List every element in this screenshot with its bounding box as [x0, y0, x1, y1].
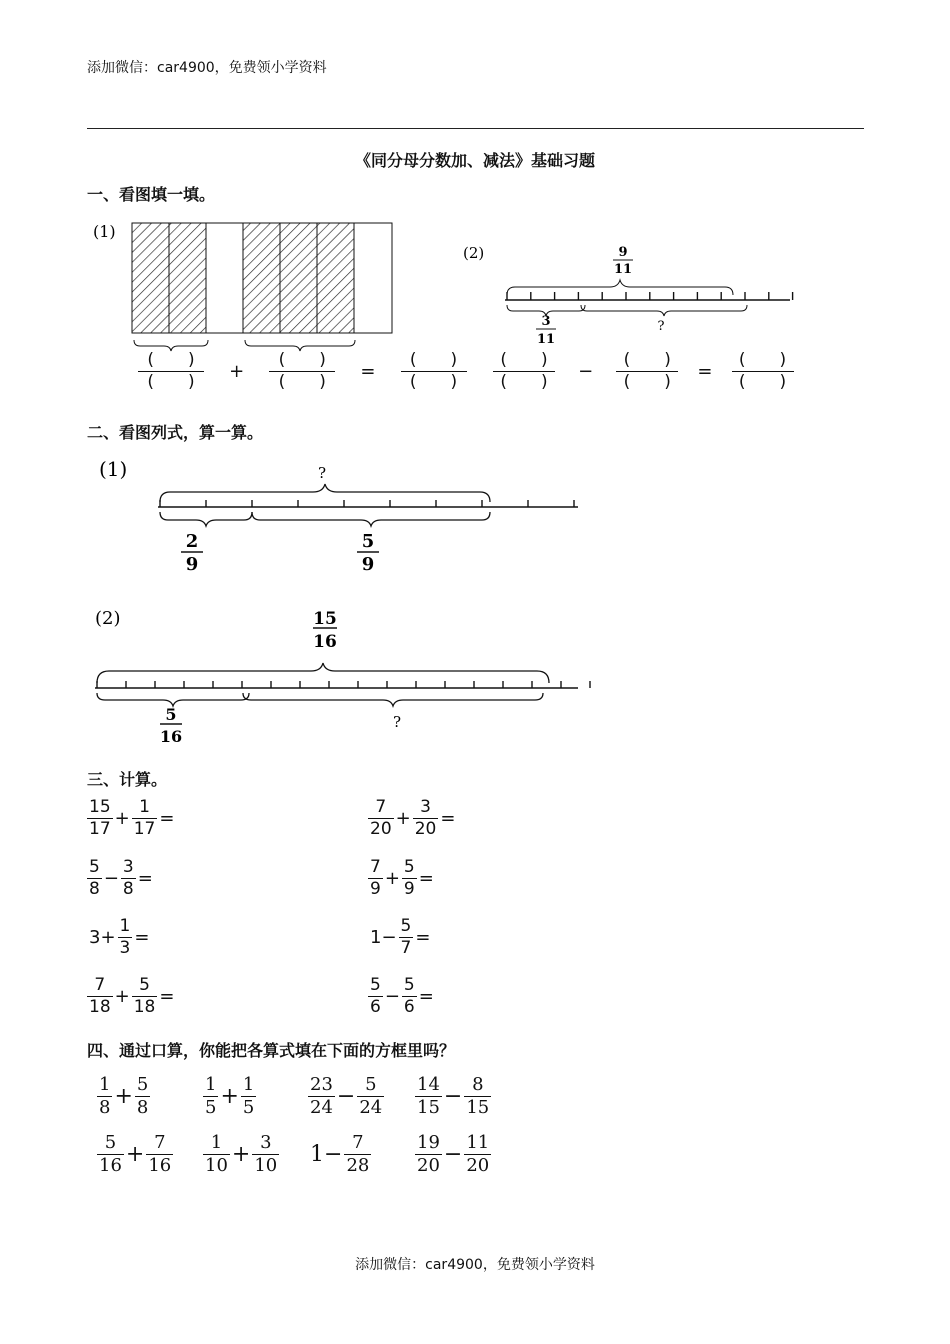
numerator: 5: [89, 857, 100, 877]
operator: +: [114, 1084, 133, 1109]
denominator: 10: [205, 1155, 228, 1176]
fig2-a-num: 5: [165, 705, 177, 724]
minus-sign: −: [578, 361, 594, 382]
numerator: 7: [94, 975, 106, 995]
fig1-b-num: 5: [361, 531, 375, 552]
denominator: 15: [466, 1097, 490, 1118]
numerator: 1: [210, 1132, 223, 1153]
numerator: 7: [352, 1132, 364, 1153]
fraction: [87, 797, 113, 840]
numerator: 14: [417, 1074, 440, 1095]
operator: +: [114, 986, 130, 1007]
blank-denominator[interactable]: ( ): [401, 371, 467, 393]
fig2-bottom-num: 3: [541, 314, 551, 329]
brace-bottom-right: [252, 512, 490, 526]
numerator: 19: [417, 1132, 440, 1153]
fig1-b-den: 9: [361, 554, 375, 575]
calc-expression: [87, 857, 155, 900]
numerator: 8: [472, 1074, 484, 1095]
denominator: 6: [370, 997, 381, 1017]
numerator: 1: [119, 916, 131, 936]
oral-expression: [415, 1132, 491, 1177]
number-line-1-ticks: [160, 500, 574, 507]
blank-denominator[interactable]: ( ): [269, 371, 335, 393]
numerator: 7: [375, 797, 387, 817]
calc-expression: [87, 975, 176, 1018]
denominator: 24: [310, 1097, 333, 1118]
fraction: [368, 797, 394, 840]
fraction: [402, 857, 417, 900]
operator: +: [231, 1142, 251, 1167]
numerator: 3: [260, 1132, 272, 1153]
oral-expression: [97, 1074, 150, 1119]
bar-part-shaded: [317, 223, 354, 333]
numerator: 1: [99, 1074, 111, 1095]
numerator: 7: [154, 1132, 166, 1153]
operator: +: [384, 868, 400, 889]
brace-top: [97, 663, 549, 683]
prefix-term: 1−: [310, 1142, 343, 1167]
denominator: 20: [466, 1155, 490, 1176]
equals-sign: =: [697, 361, 713, 382]
part1-label-2: (2): [463, 244, 485, 262]
denominator: 8: [122, 879, 134, 899]
fraction: [344, 1132, 371, 1177]
numerator: 3: [122, 857, 134, 877]
fraction-bar: [132, 223, 392, 333]
calc-expression: [368, 857, 436, 900]
part2-label-1: (1): [99, 457, 128, 481]
fraction: [402, 975, 417, 1018]
operator: +: [220, 1084, 239, 1109]
numerator: 5: [104, 1132, 117, 1153]
fraction: [415, 1074, 442, 1119]
fraction: [252, 1132, 279, 1177]
denominator: 16: [99, 1155, 122, 1176]
numerator: 5: [403, 857, 415, 877]
denominator: 6: [403, 997, 415, 1017]
denominator: 17: [89, 819, 111, 839]
brace-top: [507, 280, 733, 295]
numerator: 15: [89, 797, 111, 817]
denominator: 5: [242, 1097, 255, 1118]
denominator: 8: [99, 1097, 111, 1118]
equals-sign: =: [415, 927, 431, 948]
fig2-top-num: 15: [313, 609, 337, 629]
fraction: [97, 1132, 124, 1177]
denominator: 24: [359, 1097, 383, 1118]
numerator: 23: [310, 1074, 333, 1095]
part1-equation-2: [495, 350, 792, 393]
fraction: [87, 975, 113, 1018]
fraction: [121, 857, 136, 900]
numerator: 7: [370, 857, 381, 877]
equals-sign: =: [418, 986, 434, 1007]
plus-sign: +: [229, 361, 245, 382]
operator: +: [395, 808, 411, 829]
denominator: 18: [89, 997, 111, 1017]
denominator: 18: [133, 997, 156, 1017]
denominator: 8: [89, 879, 100, 899]
part2-label-2: (2): [95, 608, 121, 629]
question-mark: ?: [317, 464, 327, 482]
calc-expression: [368, 797, 457, 840]
fraction: [146, 1132, 173, 1177]
fraction: [97, 1074, 112, 1119]
fig2-a-den: 16: [159, 727, 183, 746]
blank-denominator[interactable]: ( ): [616, 371, 678, 393]
fig2-top-den: 11: [613, 262, 633, 277]
numerator: 1: [205, 1074, 217, 1095]
denominator: 17: [133, 819, 156, 839]
denominator: 28: [346, 1155, 370, 1176]
calc-expression: [87, 797, 176, 840]
fraction: [87, 857, 102, 900]
part1-label-1: (1): [93, 222, 116, 241]
fig2-bottom-den: 11: [536, 332, 556, 347]
question-mark: ?: [392, 713, 402, 731]
page-title: 《同分母分数加、减法》基础习题: [354, 151, 595, 170]
bar-part-shaded: [243, 223, 280, 333]
fraction: [203, 1074, 218, 1119]
brace-bottom-right: [243, 693, 543, 706]
oral-expression: [308, 1074, 384, 1119]
oral-expression: [203, 1074, 256, 1119]
oral-expression: [308, 1132, 371, 1177]
equals-sign: =: [360, 361, 376, 382]
operator: −: [336, 1084, 356, 1109]
part1-equation-1: [140, 350, 465, 393]
fraction: [135, 1074, 150, 1119]
denominator: 20: [414, 819, 437, 839]
blank-denominator[interactable]: ( ): [138, 371, 204, 393]
brace-top: [160, 484, 490, 502]
fig1-a-den: 9: [185, 554, 199, 575]
equals-sign: =: [134, 927, 150, 948]
fraction: [308, 1074, 335, 1119]
bar-part-empty: [354, 223, 392, 333]
equals-sign: =: [418, 868, 434, 889]
bar-part-shaded: [132, 223, 169, 333]
numerator: 1: [242, 1074, 255, 1095]
operator: −: [103, 868, 119, 889]
denominator: 3: [119, 938, 131, 958]
footer-note: 添加微信：car4900，免费领小学资料: [355, 1257, 595, 1273]
fraction: [203, 1132, 230, 1177]
number-line-ticks: [507, 292, 793, 300]
fraction: [464, 1074, 491, 1119]
number-line-2-ticks: [97, 681, 590, 688]
denominator: 10: [254, 1155, 278, 1176]
prefix-term: 1−: [370, 927, 397, 948]
numerator: 5: [403, 975, 415, 995]
oral-expression: [203, 1132, 279, 1177]
blank-numerator[interactable]: ( ): [500, 350, 548, 370]
denominator: 9: [403, 879, 415, 899]
numerator: 11: [466, 1132, 490, 1153]
equals-sign: =: [159, 808, 175, 829]
numerator: 5: [136, 1074, 149, 1095]
header-note: 添加微信：car4900，免费领小学资料: [87, 60, 327, 76]
blank-numerator[interactable]: ( ): [738, 350, 787, 370]
fraction: [413, 797, 439, 840]
equals-sign: =: [137, 868, 153, 889]
numerator: 1: [139, 797, 150, 817]
numerator: 5: [365, 1074, 377, 1095]
calc-expression: [368, 975, 436, 1018]
oral-expression: [97, 1132, 173, 1177]
denominator: 7: [400, 938, 412, 958]
blank-denominator[interactable]: ( ): [732, 371, 794, 393]
denominator: 8: [136, 1097, 149, 1118]
section-2-heading: 二、看图列式，算一算。: [87, 423, 264, 442]
fraction: [132, 975, 158, 1018]
section-1-heading: 一、看图填一填。: [87, 185, 216, 204]
calc-expression: [87, 916, 151, 959]
blank-numerator[interactable]: ( ): [278, 350, 326, 370]
question-mark: ?: [657, 319, 665, 334]
denominator: 9: [370, 879, 381, 899]
fraction: [368, 857, 383, 900]
denominator: 5: [205, 1097, 217, 1118]
bar-part-empty: [206, 223, 243, 333]
numerator: 3: [420, 797, 431, 817]
fraction: [132, 797, 158, 840]
brace-bottom-left: [160, 512, 252, 526]
section-4-heading: 四、通过口算，你能把各算式填在下面的方框里吗？: [87, 1041, 456, 1060]
fraction: [357, 1074, 384, 1119]
operator: −: [443, 1142, 463, 1167]
prefix-term: 3+: [89, 927, 116, 948]
denominator: 20: [370, 819, 392, 839]
blank-numerator[interactable]: ( ): [409, 350, 458, 370]
operator: +: [114, 808, 130, 829]
operator: −: [443, 1084, 463, 1109]
fig2-top-num: 9: [618, 245, 628, 260]
fraction: [464, 1132, 491, 1177]
section-3-heading: 三、计算。: [87, 770, 168, 789]
blank-numerator[interactable]: ( ): [147, 350, 195, 370]
fig2-top-den: 16: [313, 632, 337, 652]
denominator: 15: [417, 1097, 440, 1118]
numerator: 5: [139, 975, 150, 995]
denominator: 20: [417, 1155, 440, 1176]
bar-part-shaded: [280, 223, 317, 333]
blank-denominator[interactable]: ( ): [493, 371, 555, 393]
fraction: [399, 916, 414, 959]
denominator: 16: [148, 1155, 172, 1176]
fraction: [118, 916, 133, 959]
operator: −: [384, 986, 400, 1007]
equals-sign: =: [159, 986, 175, 1007]
oral-expression: [415, 1074, 491, 1119]
brace-bottom-right: [581, 305, 747, 316]
fig1-a-num: 2: [185, 531, 199, 552]
bar-part-shaded: [169, 223, 206, 333]
numerator: 5: [370, 975, 381, 995]
numerator: 5: [400, 916, 412, 936]
fraction: [415, 1132, 442, 1177]
part2-figures: [85, 450, 605, 760]
fraction: [368, 975, 383, 1018]
blank-numerator[interactable]: ( ): [623, 350, 671, 370]
equals-sign: =: [440, 808, 456, 829]
header-divider: [87, 128, 864, 129]
fraction: [241, 1074, 256, 1119]
calc-expression: [368, 916, 432, 959]
operator: +: [125, 1142, 145, 1167]
